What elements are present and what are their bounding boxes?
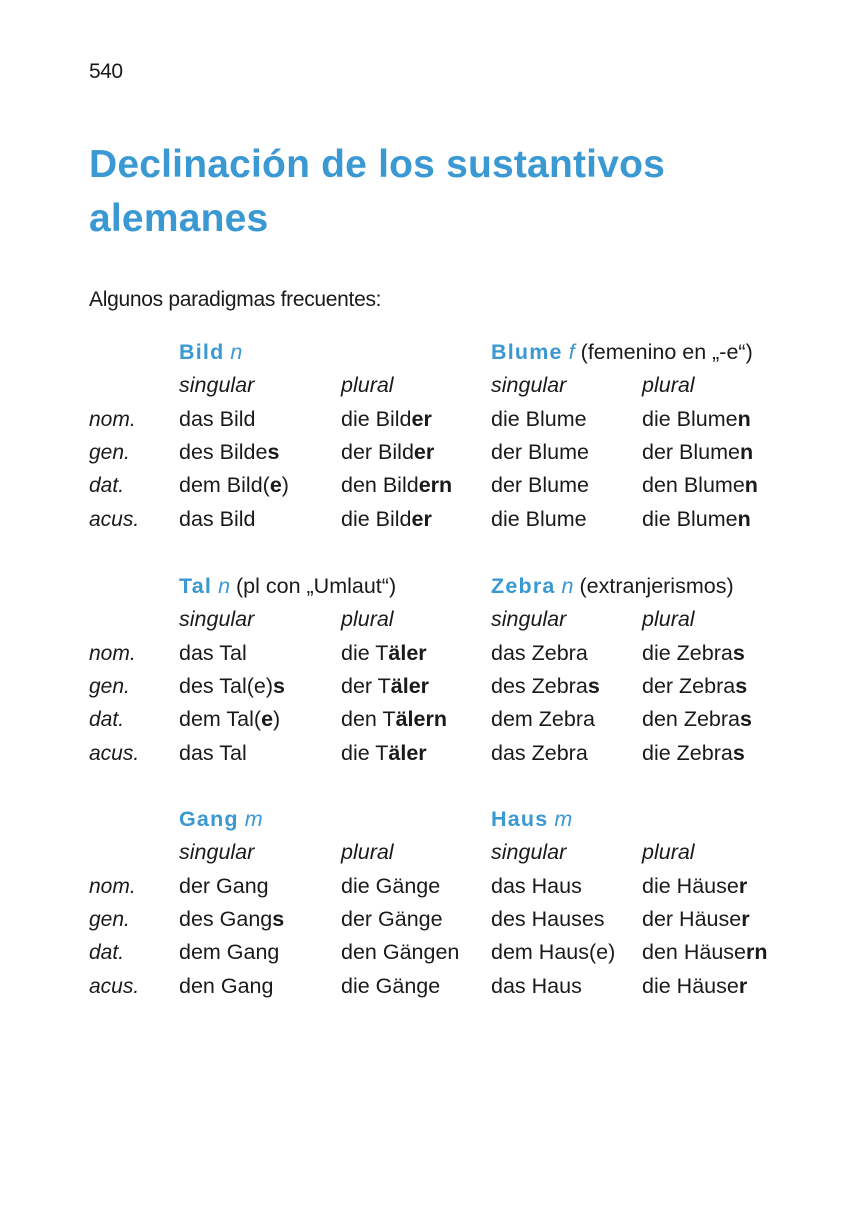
- singular-form: dem Bild(e): [179, 473, 289, 498]
- paradigm-haus: [0, 803, 851, 1003]
- plural-form: die Bilder: [341, 406, 432, 431]
- singular-form: das Tal: [179, 640, 247, 665]
- case-label: dat.: [89, 941, 125, 965]
- gender-marker: n: [561, 574, 574, 598]
- column-header-plural: plural: [341, 607, 394, 632]
- plural-form: die Gänge: [341, 973, 441, 998]
- inflection-ending: er: [411, 506, 432, 531]
- column-header-singular: singular: [179, 373, 255, 398]
- intro-text: Algunos paradigmas frecuentes:: [89, 288, 382, 311]
- singular-form: die Blume: [491, 506, 587, 531]
- column-header-singular: singular: [179, 840, 255, 865]
- paradigm-zebra: [0, 570, 851, 770]
- plural-form: die Täler: [341, 640, 427, 665]
- plural-form: die Bilder: [341, 506, 432, 531]
- inflection-ending: r: [738, 973, 748, 998]
- inflection-ending: n: [740, 439, 754, 464]
- singular-form: dem Gang: [179, 940, 280, 965]
- inflection-ending: s: [587, 673, 600, 698]
- singular-form: der Gang: [179, 873, 269, 898]
- column-header-singular: singular: [491, 373, 567, 398]
- inflection-ending: äler: [390, 673, 430, 698]
- plural-form: den Blumen: [642, 473, 758, 498]
- inflection-ending: s: [273, 673, 285, 698]
- singular-form: der Blume: [491, 473, 589, 498]
- plural-form: die Gänge: [341, 873, 441, 898]
- singular-form: des Hauses: [491, 906, 605, 931]
- column-header-plural: plural: [642, 840, 695, 865]
- column-header-singular: singular: [491, 840, 567, 865]
- paradigm-header: [491, 803, 572, 836]
- singular-form: des Bildes: [179, 439, 280, 464]
- headword: Gang: [179, 807, 239, 831]
- case-label: acus.: [89, 974, 140, 998]
- case-label: gen.: [89, 907, 130, 931]
- gender-marker: n: [230, 340, 243, 364]
- plural-form: den Häusern: [642, 940, 768, 965]
- column-header-singular: singular: [491, 607, 567, 632]
- case-label: nom.: [89, 874, 136, 898]
- inflection-ending: ern: [418, 473, 453, 498]
- singular-form: das Haus: [491, 973, 582, 998]
- inflection-ending: er: [411, 406, 432, 431]
- header-note: (pl con „Umlaut“): [236, 574, 397, 598]
- case-label: acus.: [89, 507, 140, 531]
- singular-form: das Bild: [179, 406, 256, 431]
- plural-form: die Blumen: [642, 506, 751, 531]
- page-title: Declinación de los sustantivos alemanes: [89, 143, 665, 240]
- headword: Bild: [179, 340, 225, 364]
- plural-form: der Zebras: [642, 673, 748, 698]
- plural-form: die Häuser: [642, 873, 748, 898]
- plural-form: die Täler: [341, 740, 427, 765]
- case-label: nom.: [89, 641, 136, 665]
- plural-form: die Häuser: [642, 973, 748, 998]
- inflection-ending: äler: [388, 640, 427, 665]
- inflection-ending: älern: [395, 707, 447, 732]
- page-number: 540: [89, 60, 123, 83]
- inflection-ending: rn: [746, 940, 768, 965]
- column-header-plural: plural: [642, 373, 695, 398]
- header-note: (extranjerismos): [579, 574, 734, 598]
- gender-marker: m: [244, 807, 263, 831]
- inflection-ending: e: [269, 473, 282, 498]
- case-label: nom.: [89, 407, 136, 431]
- inflection-ending: r: [741, 906, 750, 931]
- case-label: gen.: [89, 674, 130, 698]
- header-note: (femenino en „-e“): [580, 340, 753, 364]
- plural-form: der Täler: [341, 673, 430, 698]
- headword: Blume: [491, 340, 563, 364]
- column-header-singular: singular: [179, 607, 255, 632]
- singular-form: die Blume: [491, 406, 587, 431]
- inflection-ending: s: [732, 640, 745, 665]
- gender-marker: f: [568, 340, 575, 364]
- plural-form: den Gängen: [341, 940, 460, 965]
- plural-form: den Bildern: [341, 473, 453, 498]
- inflection-ending: s: [735, 673, 748, 698]
- singular-form: das Tal: [179, 740, 247, 765]
- singular-form: den Gang: [179, 973, 274, 998]
- inflection-ending: r: [738, 873, 748, 898]
- inflection-ending: äler: [388, 740, 427, 765]
- singular-form: dem Haus(e): [491, 940, 616, 965]
- case-label: acus.: [89, 741, 140, 765]
- inflection-ending: n: [737, 406, 751, 431]
- singular-form: der Blume: [491, 439, 589, 464]
- column-header-plural: plural: [341, 373, 394, 398]
- column-header-plural: plural: [341, 840, 394, 865]
- headword: Zebra: [491, 574, 556, 598]
- case-label: gen.: [89, 440, 130, 464]
- gender-marker: n: [218, 574, 231, 598]
- inflection-ending: e: [261, 707, 274, 732]
- plural-form: der Häuser: [642, 906, 750, 931]
- singular-form: das Zebra: [491, 740, 588, 765]
- singular-form: des Tal(e)s: [179, 673, 285, 698]
- paradigm-header: [491, 336, 753, 369]
- inflection-ending: s: [732, 740, 745, 765]
- case-label: dat.: [89, 474, 125, 498]
- plural-form: den Zebras: [642, 707, 752, 732]
- singular-form: dem Zebra: [491, 707, 595, 732]
- inflection-ending: er: [413, 439, 435, 464]
- paradigm-blume: [0, 336, 851, 536]
- headword: Tal: [179, 574, 213, 598]
- plural-form: die Zebras: [642, 640, 745, 665]
- plural-form: der Blumen: [642, 439, 754, 464]
- singular-form: dem Tal(e): [179, 707, 281, 732]
- inflection-ending: s: [267, 439, 280, 464]
- singular-form: des Gangs: [179, 906, 285, 931]
- plural-form: der Gänge: [341, 906, 443, 931]
- plural-form: den Tälern: [341, 707, 447, 732]
- singular-form: das Haus: [491, 873, 582, 898]
- inflection-ending: s: [272, 906, 285, 931]
- case-label: dat.: [89, 708, 125, 732]
- column-header-plural: plural: [642, 607, 695, 632]
- plural-form: der Bilder: [341, 439, 435, 464]
- inflection-ending: s: [740, 707, 752, 732]
- singular-form: des Zebras: [491, 673, 600, 698]
- headword: Haus: [491, 807, 549, 831]
- gender-marker: m: [554, 807, 573, 831]
- plural-form: die Blumen: [642, 406, 751, 431]
- plural-form: die Zebras: [642, 740, 745, 765]
- inflection-ending: n: [744, 473, 758, 498]
- singular-form: das Zebra: [491, 640, 588, 665]
- inflection-ending: n: [737, 506, 751, 531]
- singular-form: das Bild: [179, 506, 256, 531]
- paradigm-header: [491, 570, 734, 603]
